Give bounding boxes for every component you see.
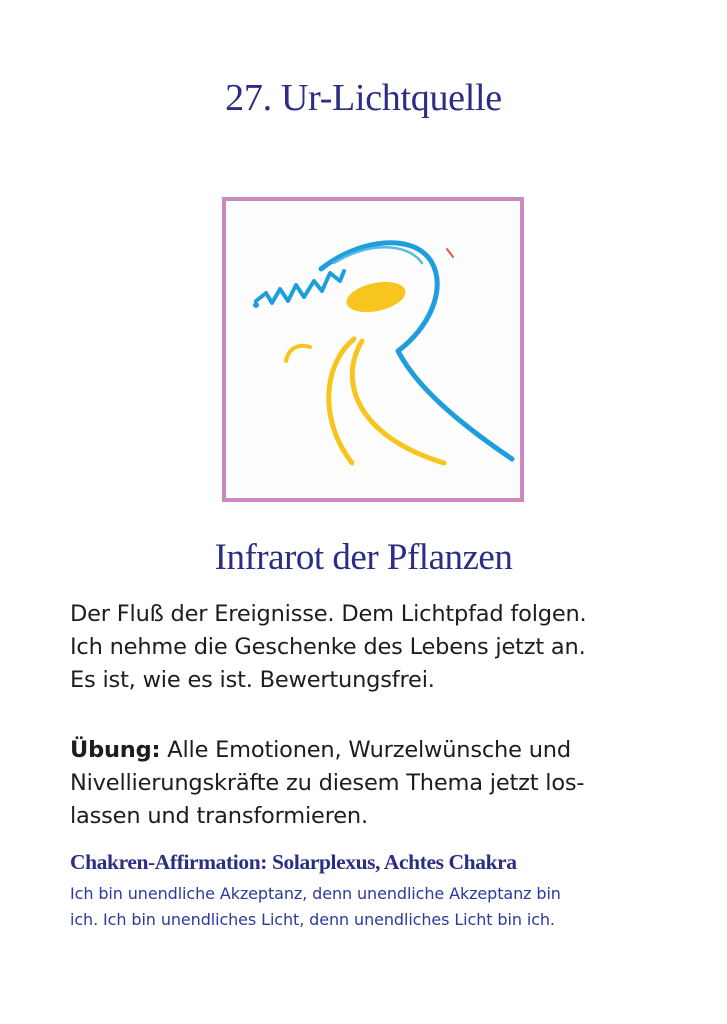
meaning-line: Es ist, wie es ist. Bewertungsfrei. — [70, 667, 435, 693]
exercise-line — [70, 734, 670, 767]
exercise-line: Nivellierungskräfte zu diesem Thema jetzt los- — [70, 770, 585, 796]
artwork-frame — [222, 197, 524, 502]
affirmation-text — [70, 881, 670, 933]
meaning-line: Der Fluß der Ereignisse. Dem Lichtpfad folgen. — [70, 601, 587, 627]
meaning-line: Ich nehme die Geschenke des Lebens jetzt an. — [70, 634, 586, 660]
exercise-text: Alle Emotionen, Wurzelwünsche und — [160, 737, 571, 763]
blue-zigzag-stroke — [256, 271, 344, 303]
yellow-ellipse — [344, 277, 409, 317]
exercise-label: Übung: — [70, 737, 161, 763]
yellow-crescent-right — [352, 341, 444, 463]
meaning-paragraph — [70, 598, 670, 697]
blue-hook-inner — [334, 247, 422, 263]
artwork-drawing — [226, 201, 520, 498]
blue-hook-stroke — [321, 243, 512, 459]
exercise-paragraph — [70, 734, 670, 833]
yellow-crescent-left — [329, 339, 354, 463]
affirmation-line: Ich bin unendliche Akzeptanz, denn unendliche Akzeptanz bin — [70, 884, 561, 903]
card-subtitle: Infrarot der Pflanzen — [214, 537, 513, 578]
yellow-curl-stroke — [286, 346, 310, 361]
red-mark — [447, 249, 453, 257]
affirmation-heading: Chakren-Affirmation: Solarplexus, Achtes Chakra — [70, 850, 517, 874]
affirmation-line: ich. Ich bin unendliches Licht, denn unendliches Licht bin ich. — [70, 910, 555, 929]
blue-dot — [253, 302, 259, 308]
exercise-line: lassen und transformieren. — [70, 803, 368, 829]
card-title: 27. Ur-Lichtquelle — [225, 77, 502, 119]
